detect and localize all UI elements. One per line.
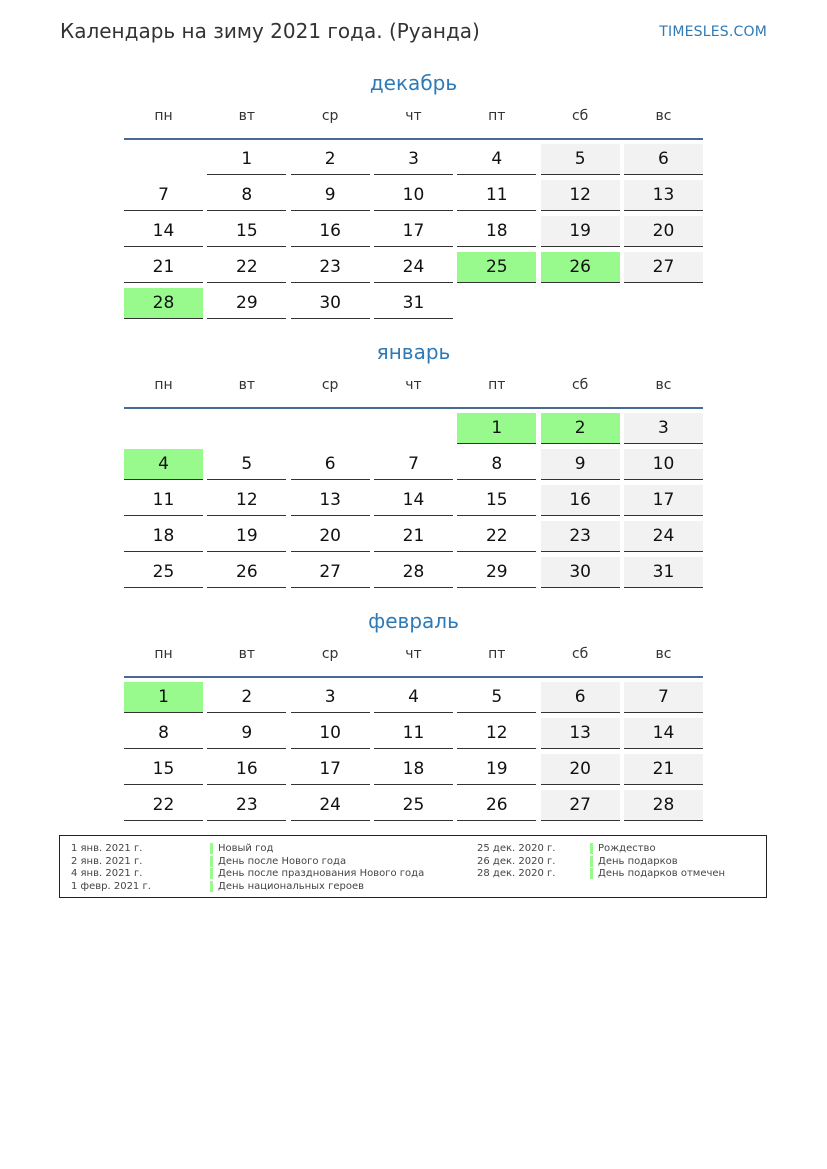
day-cell[interactable]: 29 [207, 288, 286, 319]
legend-row [210, 856, 424, 869]
legend-holiday-date: 1 янв. 2021 г. [71, 843, 143, 854]
month-title: февраль [368, 609, 459, 633]
empty-day-cell [541, 288, 620, 318]
day-cell[interactable]: 1 [207, 144, 286, 175]
legend-holiday-date: 1 февр. 2021 г. [71, 880, 151, 892]
page-title: Календарь на зиму 2021 года. (Руанда) [60, 19, 480, 43]
day-cell[interactable]: 14 [124, 216, 203, 247]
weekday-label: пт [488, 646, 506, 662]
weekday-label: пт [488, 377, 506, 393]
weekday-label: сб [571, 646, 589, 662]
empty-day-cell [124, 413, 203, 443]
day-cell[interactable]: 27 [291, 557, 370, 588]
day-cell[interactable]: 18 [457, 216, 536, 247]
legend-holiday-name: Рождество [590, 843, 656, 854]
day-cell[interactable]: 31 [624, 557, 703, 588]
day-cell[interactable]: 1 [457, 413, 536, 444]
weekday-header [124, 644, 703, 678]
day-cell[interactable]: 23 [541, 521, 620, 552]
weekday-header [124, 375, 703, 409]
weekday-header [124, 106, 703, 140]
holiday-legend [59, 835, 767, 898]
day-cell[interactable]: 26 [541, 252, 620, 283]
day-cell[interactable]: 18 [374, 754, 453, 785]
day-cell[interactable]: 11 [374, 718, 453, 749]
day-grid [124, 682, 703, 822]
day-cell[interactable]: 7 [374, 449, 453, 480]
day-cell[interactable]: 25 [457, 252, 536, 283]
week-row [124, 682, 703, 714]
weekday-label: ср [321, 646, 339, 662]
day-cell[interactable]: 24 [374, 252, 453, 283]
day-cell[interactable]: 2 [291, 144, 370, 175]
weekday-label: вт [238, 646, 256, 662]
day-cell[interactable]: 11 [124, 485, 203, 516]
weekday-label: сб [571, 108, 589, 124]
day-cell[interactable]: 5 [207, 449, 286, 480]
day-cell[interactable]: 3 [291, 682, 370, 713]
legend-left-dates [71, 843, 151, 893]
day-cell[interactable]: 28 [374, 557, 453, 588]
day-cell[interactable]: 6 [624, 144, 703, 175]
day-cell[interactable]: 14 [624, 718, 703, 749]
day-cell[interactable]: 9 [207, 718, 286, 749]
legend-row [590, 868, 725, 881]
legend-holiday-name: Новый год [210, 843, 273, 854]
day-cell[interactable]: 9 [541, 449, 620, 480]
week-row [124, 413, 703, 445]
legend-holiday-date: 25 дек. 2020 г. [477, 843, 556, 854]
day-cell[interactable]: 11 [457, 180, 536, 211]
weekday-label: чт [405, 108, 422, 124]
legend-row [210, 881, 424, 894]
day-cell[interactable]: 22 [457, 521, 536, 552]
legend-row [210, 843, 424, 856]
legend-right-names [590, 843, 725, 881]
day-cell[interactable]: 27 [541, 790, 620, 821]
day-cell[interactable]: 2 [541, 413, 620, 444]
day-cell[interactable]: 8 [457, 449, 536, 480]
day-cell[interactable]: 30 [541, 557, 620, 588]
empty-day-cell [207, 413, 286, 443]
day-cell[interactable]: 8 [207, 180, 286, 211]
day-cell[interactable]: 3 [624, 413, 703, 444]
legend-row [477, 843, 555, 856]
week-row [124, 180, 703, 212]
month-december [124, 68, 703, 324]
day-cell[interactable]: 25 [124, 557, 203, 588]
day-cell[interactable]: 30 [291, 288, 370, 319]
day-cell[interactable]: 12 [457, 718, 536, 749]
day-cell[interactable]: 14 [374, 485, 453, 516]
day-cell[interactable]: 23 [291, 252, 370, 283]
day-cell[interactable]: 22 [124, 790, 203, 821]
day-cell[interactable]: 12 [207, 485, 286, 516]
legend-holiday-name: День национальных героев [210, 881, 364, 892]
empty-day-cell [457, 288, 536, 318]
weekday-label: пн [154, 377, 173, 393]
weekday-label: вс [655, 377, 672, 393]
legend-left-names [210, 843, 424, 893]
week-row [124, 754, 703, 786]
week-row [124, 521, 703, 553]
site-link[interactable]: TIMESLES.COM [659, 24, 767, 40]
weekday-label: ср [321, 108, 339, 124]
legend-holiday-name: День после Нового года [210, 856, 346, 867]
weekday-label: пн [154, 108, 173, 124]
day-cell[interactable]: 19 [457, 754, 536, 785]
legend-row [71, 868, 151, 881]
day-cell[interactable]: 28 [624, 790, 703, 821]
month-february [124, 606, 703, 826]
day-cell[interactable]: 9 [291, 180, 370, 211]
weekday-label: сб [571, 377, 589, 393]
day-cell[interactable]: 3 [374, 144, 453, 175]
empty-day-cell [124, 144, 203, 174]
day-cell[interactable]: 31 [374, 288, 453, 319]
legend-holiday-name: День подарков отмечен [590, 868, 725, 879]
legend-holiday-date: 28 дек. 2020 г. [477, 868, 556, 879]
day-cell[interactable]: 2 [207, 682, 286, 713]
day-cell[interactable]: 28 [124, 288, 203, 319]
day-cell[interactable]: 10 [374, 180, 453, 211]
day-cell[interactable]: 17 [291, 754, 370, 785]
week-row [124, 288, 703, 320]
day-cell[interactable]: 21 [624, 754, 703, 785]
weekday-label: ср [321, 377, 339, 393]
day-cell[interactable]: 26 [457, 790, 536, 821]
day-cell[interactable]: 15 [457, 485, 536, 516]
weekday-label: вс [655, 108, 672, 124]
day-cell[interactable]: 12 [541, 180, 620, 211]
week-row [124, 449, 703, 481]
month-title: январь [376, 340, 451, 364]
week-row [124, 144, 703, 176]
day-cell[interactable]: 4 [374, 682, 453, 713]
day-grid [124, 144, 703, 320]
legend-row [590, 856, 725, 869]
weekday-label: чт [405, 377, 422, 393]
day-cell[interactable]: 19 [541, 216, 620, 247]
day-cell[interactable]: 29 [457, 557, 536, 588]
legend-row [590, 843, 725, 856]
day-cell[interactable]: 5 [541, 144, 620, 175]
day-cell[interactable]: 16 [541, 485, 620, 516]
day-cell[interactable]: 20 [624, 216, 703, 247]
legend-row [71, 856, 151, 869]
legend-row [210, 868, 424, 881]
legend-holiday-name: День после празднования Нового года [210, 868, 424, 879]
empty-day-cell [624, 288, 703, 318]
day-cell[interactable]: 10 [291, 718, 370, 749]
empty-day-cell [291, 413, 370, 443]
day-cell[interactable]: 15 [124, 754, 203, 785]
day-cell[interactable]: 22 [207, 252, 286, 283]
day-cell[interactable]: 4 [124, 449, 203, 480]
weekday-label: чт [405, 646, 422, 662]
legend-row [477, 868, 555, 881]
day-cell[interactable]: 5 [457, 682, 536, 713]
day-cell[interactable]: 15 [207, 216, 286, 247]
legend-holiday-date: 26 дек. 2020 г. [477, 855, 556, 867]
day-cell[interactable]: 27 [624, 252, 703, 283]
weekday-label: пн [154, 646, 173, 662]
day-cell[interactable]: 7 [124, 180, 203, 211]
day-cell[interactable]: 8 [124, 718, 203, 749]
legend-holiday-name: День подарков [590, 856, 678, 867]
day-cell[interactable]: 13 [541, 718, 620, 749]
day-cell[interactable]: 25 [374, 790, 453, 821]
week-row [124, 252, 703, 284]
legend-holiday-date: 4 янв. 2021 г. [71, 868, 143, 879]
day-cell[interactable]: 20 [541, 754, 620, 785]
day-cell[interactable]: 1 [124, 682, 203, 713]
legend-right-dates [477, 843, 555, 881]
day-cell[interactable]: 4 [457, 144, 536, 175]
weekday-label: вт [238, 377, 256, 393]
day-cell[interactable]: 16 [207, 754, 286, 785]
day-grid [124, 413, 703, 589]
day-cell[interactable]: 26 [207, 557, 286, 588]
empty-day-cell [374, 413, 453, 443]
legend-holiday-date: 2 янв. 2021 г. [71, 855, 143, 867]
weekday-label: вт [238, 108, 256, 124]
week-row [124, 485, 703, 517]
day-cell[interactable]: 17 [374, 216, 453, 247]
day-cell[interactable]: 24 [624, 521, 703, 552]
week-row [124, 216, 703, 248]
week-row [124, 557, 703, 589]
month-january [124, 337, 703, 593]
day-cell[interactable]: 16 [291, 216, 370, 247]
weekday-label: пт [488, 108, 506, 124]
day-cell[interactable]: 17 [624, 485, 703, 516]
day-cell[interactable]: 19 [207, 521, 286, 552]
day-cell[interactable]: 6 [291, 449, 370, 480]
legend-row [71, 881, 151, 894]
day-cell[interactable]: 21 [374, 521, 453, 552]
month-title: декабрь [369, 71, 458, 95]
day-cell[interactable]: 18 [124, 521, 203, 552]
weekday-label: вс [655, 646, 672, 662]
day-cell[interactable]: 13 [624, 180, 703, 211]
day-cell[interactable]: 6 [541, 682, 620, 713]
day-cell[interactable]: 21 [124, 252, 203, 283]
week-row [124, 718, 703, 750]
legend-row [71, 843, 151, 856]
week-row [124, 790, 703, 822]
day-cell[interactable]: 10 [624, 449, 703, 480]
legend-row [477, 856, 555, 869]
day-cell[interactable]: 23 [207, 790, 286, 821]
day-cell[interactable]: 20 [291, 521, 370, 552]
day-cell[interactable]: 13 [291, 485, 370, 516]
day-cell[interactable]: 24 [291, 790, 370, 821]
day-cell[interactable]: 7 [624, 682, 703, 713]
